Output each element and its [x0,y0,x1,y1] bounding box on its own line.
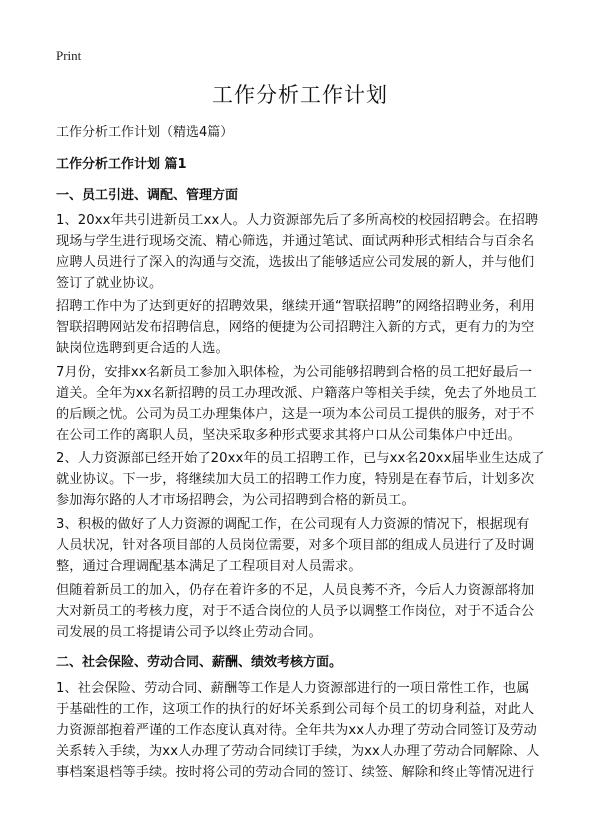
paragraph-line: 在公司工作的离职人员，坚决采取多种形式要求其将户口从公司集体户中迁出。 [56,428,522,443]
paragraph-line: 关系转入手续，为xx人办理了劳动合同续订手续，为xx人办理了劳动合同解除、人 [56,744,540,759]
paragraph-line: 参加海尔路的人才市场招聘会，为公司招聘到合格的新员工。 [56,493,415,508]
paragraph-line: 7月份，安排xx名新员工参加入职体检，为公司能够招聘到合格的员工把好最后一 [56,365,533,380]
paragraph-3 [56,362,546,446]
paragraph-line: 的后顾之忧。公司为员工办理集体户，这是一项为本公司员工提供的服务，对于不 [56,407,535,422]
page-title: 工作分析工作计划 [212,83,388,107]
paragraph-line: 于基础性的工作，这项工作的执行的好坏关系到公司每个员工的切身利益，对此人 [56,702,535,717]
paragraph-line: 招聘工作中为了达到更好的招聘效果，继续开通“智联招聘”的网络招聘业务，利用 [56,299,535,314]
document-subtitle: 工作分析工作计划（精选4篇） [56,125,234,140]
section-heading-1: 一、员工引进、调配、管理方面 [56,188,239,203]
print-link[interactable]: Print [56,48,82,63]
article-heading: 工作分析工作计划 篇1 [56,157,187,172]
paragraph-line: 力资源部抱着严谨的工作态度认真对待。全年共为xx人办理了劳动合同签订及劳动 [56,723,537,738]
paragraph-7 [56,678,546,783]
paragraph-line: 就业协议。下一步，将继续加大员工的招聘工作力度，特别是在春节后，计划多次 [56,472,535,487]
paragraph-line: 道关。全年为xx名新招聘的员工办理改派、户籍落户等相关手续，免去了外地员工 [56,386,537,401]
paragraph-line: 事档案退档等手续。按时将公司的劳动合同的签订、续签、解除和终止等情况进行 [56,765,535,780]
paragraph-line: 应聘人员进行了深入的沟通与交流，选拔出了能够适应公司发展的新人，并与他们 [56,255,535,270]
paragraph-line: 签订了就业协议。 [56,276,163,291]
paragraph-line: 3、积极的做好了人力资源的调配工作，在公司现有人力资源的情况下，根据现有 [56,517,530,532]
paragraph-line: 人员状况，针对各项目部的人员岗位需要，对多个项目部的组成人员进行了及时调 [56,538,535,553]
paragraph-line: 但随着新员工的加入，仍存在着许多的不足，人员良莠不齐，今后人力资源部将加 [56,583,535,598]
paragraph-line: 司发展的员工将提请公司予以终止劳动合同。 [56,625,322,640]
paragraph-line: 整，通过合理调配基本满足了工程项目对人员需求。 [56,559,362,574]
section-heading-2: 二、社会保险、劳动合同、薪酬、绩效考核方面。 [56,655,343,670]
paragraph-line: 大对新员工的考核力度，对于不适合岗位的人员予以调整工作岗位，对于不适合公 [56,604,535,619]
paragraph-line: 2、人力资源部已经开始了20xx年的员工招聘工作，已与xx名20xx届毕业生达成了 [56,451,545,466]
paragraph-line: 1、社会保险、劳动合同、薪酬等工作是人力资源部进行的一项日常性工作，也属 [56,681,530,696]
paragraph-6 [56,580,546,643]
paragraph-line: 现场与学生进行现场交流、精心筛选，并通过笔试、面试两种形式相结合与百余名 [56,234,535,249]
paragraph-line: 1、20xx年共引进新员工xx人。人力资源部先后了多所高校的校园招聘会。在招聘 [56,213,539,228]
paragraph-1 [56,210,546,294]
paragraph-2 [56,296,546,359]
paragraph-line: 缺岗位选聘到更合适的人选。 [56,341,229,356]
paragraph-line: 智联招聘网站发布招聘信息，网络的便捷为公司招聘注入新的方式，更有力的为空 [56,320,535,335]
paragraph-4 [56,448,546,511]
paragraph-5 [56,514,546,577]
